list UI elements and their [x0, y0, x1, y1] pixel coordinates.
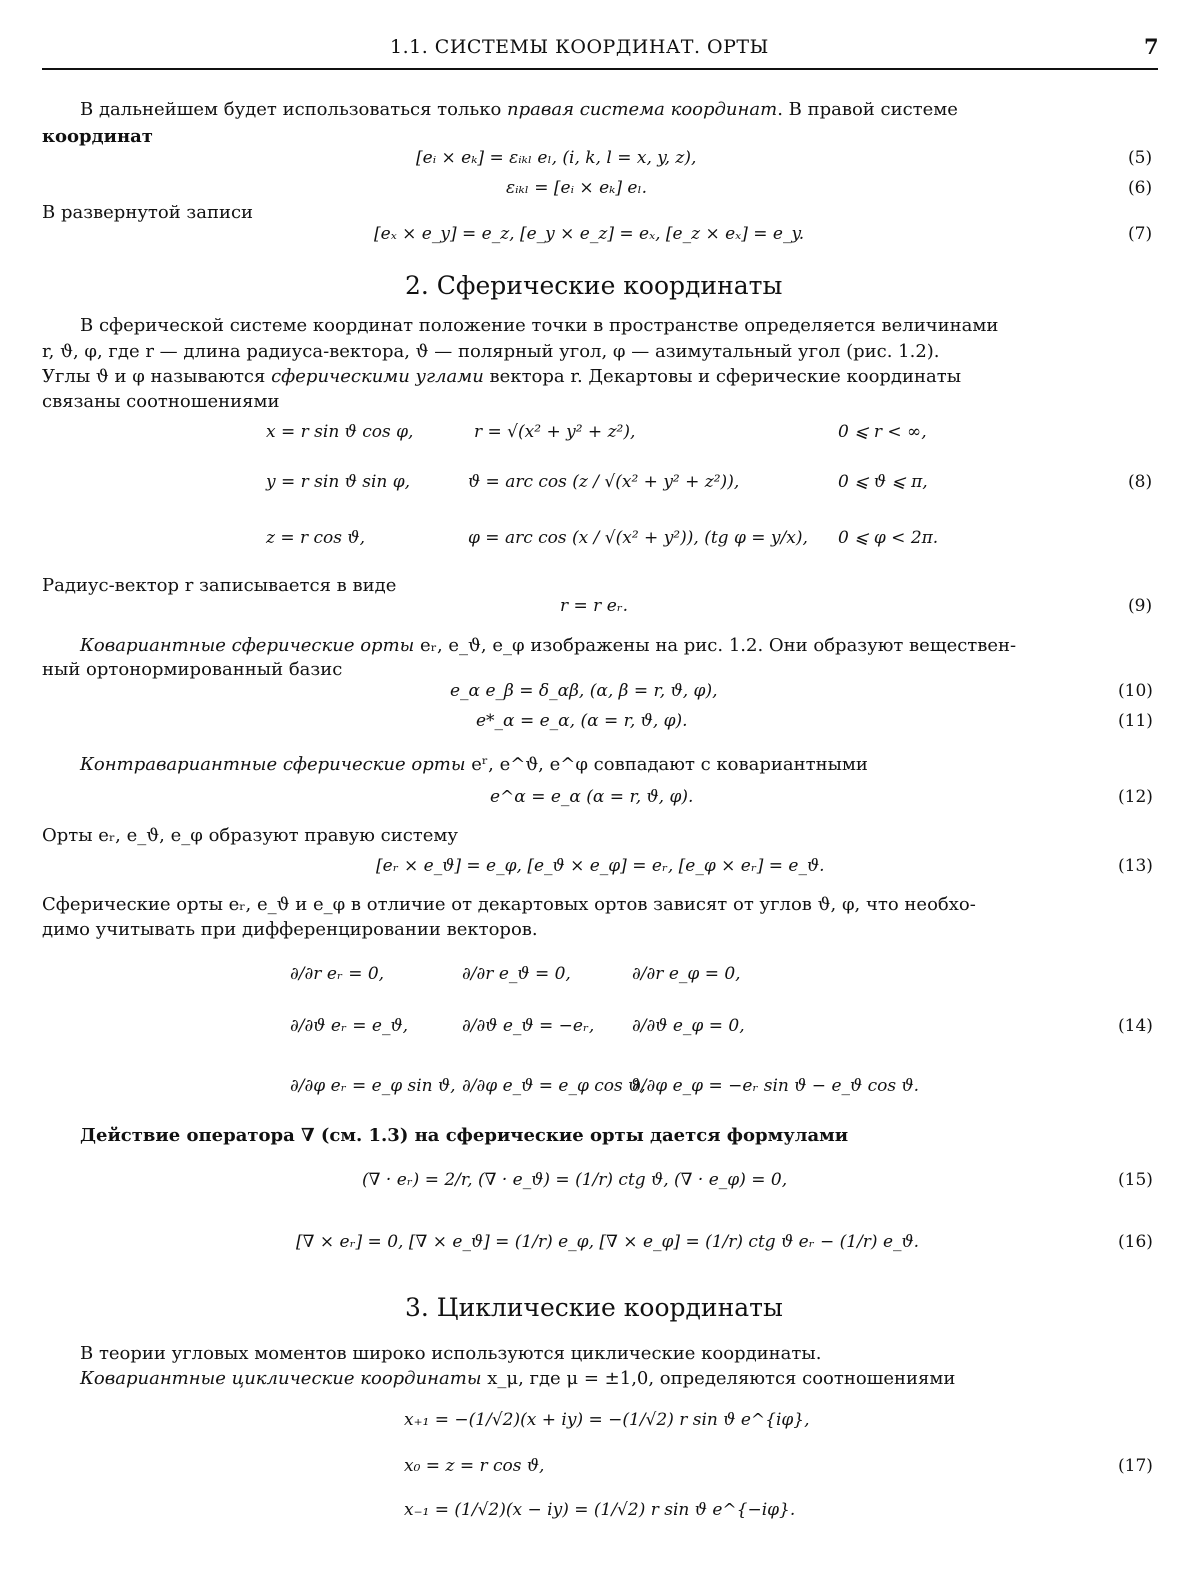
page-number: 7 — [1144, 34, 1159, 59]
equation-8-cell: r = √(x² + y² + z²), — [474, 422, 636, 442]
equation-number: (9) — [1128, 596, 1153, 616]
paragraph-line: димо учитывать при дифференцировании векторов. — [42, 919, 538, 940]
section-heading: 2. Сферические координаты — [405, 271, 783, 300]
equation-11: e*_α = e_α, (α = r, ϑ, φ). — [476, 711, 688, 731]
equation-number: (10) — [1118, 681, 1153, 701]
paragraph-right-system — [80, 97, 958, 122]
paragraph-nabla: Действие оператора ∇ (см. 1.3) на сферические орты дается формулами — [80, 1125, 849, 1146]
paragraph-line: Сферические орты eᵣ, e_ϑ и e_φ в отличие от декартовых ортов зависят от углов ϑ, φ, что необхо- — [42, 894, 976, 915]
equation-number: (17) — [1118, 1456, 1153, 1476]
equation-number: (14) — [1118, 1016, 1153, 1036]
emphasis-text: Ковариантные сферические орты — [80, 635, 415, 656]
paragraph-line — [80, 633, 1016, 658]
paragraph-line — [42, 364, 961, 389]
emphasis-text: Контравариантные сферические орты — [80, 754, 466, 775]
equation-number: (13) — [1118, 856, 1153, 876]
text-segment: В дальнейшем будет использоваться только — [80, 99, 502, 120]
equation-12: e^α = e_α (α = r, ϑ, φ). — [490, 787, 694, 807]
paragraph-line: В теории угловых моментов широко используются циклические координаты. — [80, 1343, 822, 1364]
text-segment: . В правой системе — [777, 99, 958, 120]
equation-17-row: x₀ = z = r cos ϑ, — [404, 1456, 545, 1476]
equation-17-row: x₊₁ = −(1/√2)(x + iy) = −(1/√2) r sin ϑ e^{iφ}, — [404, 1410, 810, 1430]
paragraph-orts: Орты eᵣ, e_ϑ, e_φ образуют правую систему — [42, 825, 458, 846]
equation-9: r = r eᵣ. — [560, 596, 629, 616]
paragraph-expanded: В развернутой записи — [42, 202, 254, 223]
equation-14-cell: ∂/∂r e_φ = 0, — [632, 964, 741, 984]
equation-10: e_α e_β = δ_αβ, (α, β = r, ϑ, φ), — [450, 681, 718, 701]
equation-14-cell: ∂/∂ϑ eᵣ = e_ϑ, — [290, 1016, 408, 1036]
equation-8-cell: z = r cos ϑ, — [266, 528, 365, 548]
equation-14-cell: ∂/∂φ eᵣ = e_φ sin ϑ, — [290, 1076, 456, 1096]
equation-number: (12) — [1118, 787, 1153, 807]
equation-number: (15) — [1118, 1170, 1153, 1190]
equation-8-cell: 0 ⩽ r < ∞, — [838, 422, 927, 442]
equation-14-cell: ∂/∂r eᵣ = 0, — [290, 964, 385, 984]
text-segment: вектора r. Декартовы и сферические координаты — [489, 366, 962, 387]
equation-17-row: x₋₁ = (1/√2)(x − iy) = (1/√2) r sin ϑ e^{−iφ}. — [404, 1500, 796, 1520]
text-segment: Углы ϑ и φ называются — [42, 366, 266, 387]
running-header: 1.1. СИСТЕМЫ КООРДИНАТ. ОРТЫ — [390, 36, 769, 58]
equation-14-cell: ∂/∂φ e_φ = −eᵣ sin ϑ − e_ϑ cos ϑ. — [632, 1076, 920, 1096]
emphasis-text: сферическими углами — [271, 366, 484, 387]
equation-number: (5) — [1128, 148, 1153, 168]
equation-15: (∇ · eᵣ) = 2/r, (∇ · e_ϑ) = (1/r) ctg ϑ, (∇ · e_φ) = 0, — [362, 1170, 788, 1190]
equation-number: (8) — [1128, 472, 1153, 492]
equation-8-cell: 0 ⩽ φ < 2π. — [838, 528, 939, 548]
equation-14-cell: ∂/∂ϑ e_φ = 0, — [632, 1016, 745, 1036]
paragraph-line: ный ортонормированный базис — [42, 659, 343, 680]
emphasis-text: правая система координат — [507, 99, 778, 120]
equation-number: (11) — [1118, 711, 1153, 731]
emphasis-text: Ковариантные циклические координаты — [80, 1368, 482, 1389]
text-segment: eᵣ, e_ϑ, e_φ изображены на рис. 1.2. Они образуют веществен- — [420, 635, 1017, 656]
equation-5: [eᵢ × eₖ] = εᵢₖₗ eₗ, (i, k, l = x, y, z), — [416, 148, 697, 168]
equation-8-cell: x = r sin ϑ cos φ, — [266, 422, 414, 442]
paragraph-line: r, ϑ, φ, где r — длина радиуса-вектора, ϑ — полярный угол, φ — азимутальный угол (рис. 1.2). — [42, 341, 940, 362]
paragraph-line: связаны соотношениями — [42, 391, 280, 412]
paragraph-line: В сферической системе координат положение точки в пространстве определяется величинами — [80, 315, 999, 336]
paragraph-line — [80, 752, 868, 777]
equation-14-cell: ∂/∂ϑ e_ϑ = −eᵣ, — [462, 1016, 595, 1036]
paragraph-line — [80, 1366, 955, 1391]
equation-number: (6) — [1128, 178, 1153, 198]
text-segment: eʳ, e^ϑ, e^φ совпадают с ковариантными — [471, 754, 868, 775]
equation-6: εᵢₖₗ = [eᵢ × eₖ] eₗ. — [506, 178, 647, 198]
equation-number: (16) — [1118, 1232, 1153, 1252]
equation-14-cell: ∂/∂φ e_ϑ = e_φ cos ϑ, — [462, 1076, 646, 1096]
equation-16: [∇ × eᵣ] = 0, [∇ × e_ϑ] = (1/r) e_φ, [∇ × e_φ] = (1/r) ctg ϑ eᵣ − (1/r) e_ϑ. — [296, 1232, 920, 1252]
equation-14-cell: ∂/∂r e_ϑ = 0, — [462, 964, 571, 984]
equation-8-cell: φ = arc cos (x / √(x² + y²)), (tg φ = y/x), — [468, 528, 808, 548]
equation-number: (7) — [1128, 224, 1153, 244]
text-segment: x_μ, где μ = ±1,0, определяются соотношениями — [487, 1368, 956, 1389]
paragraph-radius-vector: Радиус-вектор r записывается в виде — [42, 575, 397, 596]
header-rule — [42, 68, 1158, 70]
section-heading: 3. Циклические координаты — [405, 1293, 783, 1322]
equation-8-cell: 0 ⩽ ϑ ⩽ π, — [838, 472, 928, 492]
equation-7: [eₓ × e_y] = e_z, [e_y × e_z] = eₓ, [e_z × eₓ] = e_y. — [374, 224, 805, 244]
equation-8-cell: ϑ = arc cos (z / √(x² + y² + z²)), — [468, 472, 740, 492]
equation-13: [eᵣ × e_ϑ] = e_φ, [e_ϑ × e_φ] = eᵣ, [e_φ × eᵣ] = e_ϑ. — [376, 856, 825, 876]
equation-8-cell: y = r sin ϑ sin φ, — [266, 472, 411, 492]
paragraph-line: координат — [42, 126, 153, 147]
